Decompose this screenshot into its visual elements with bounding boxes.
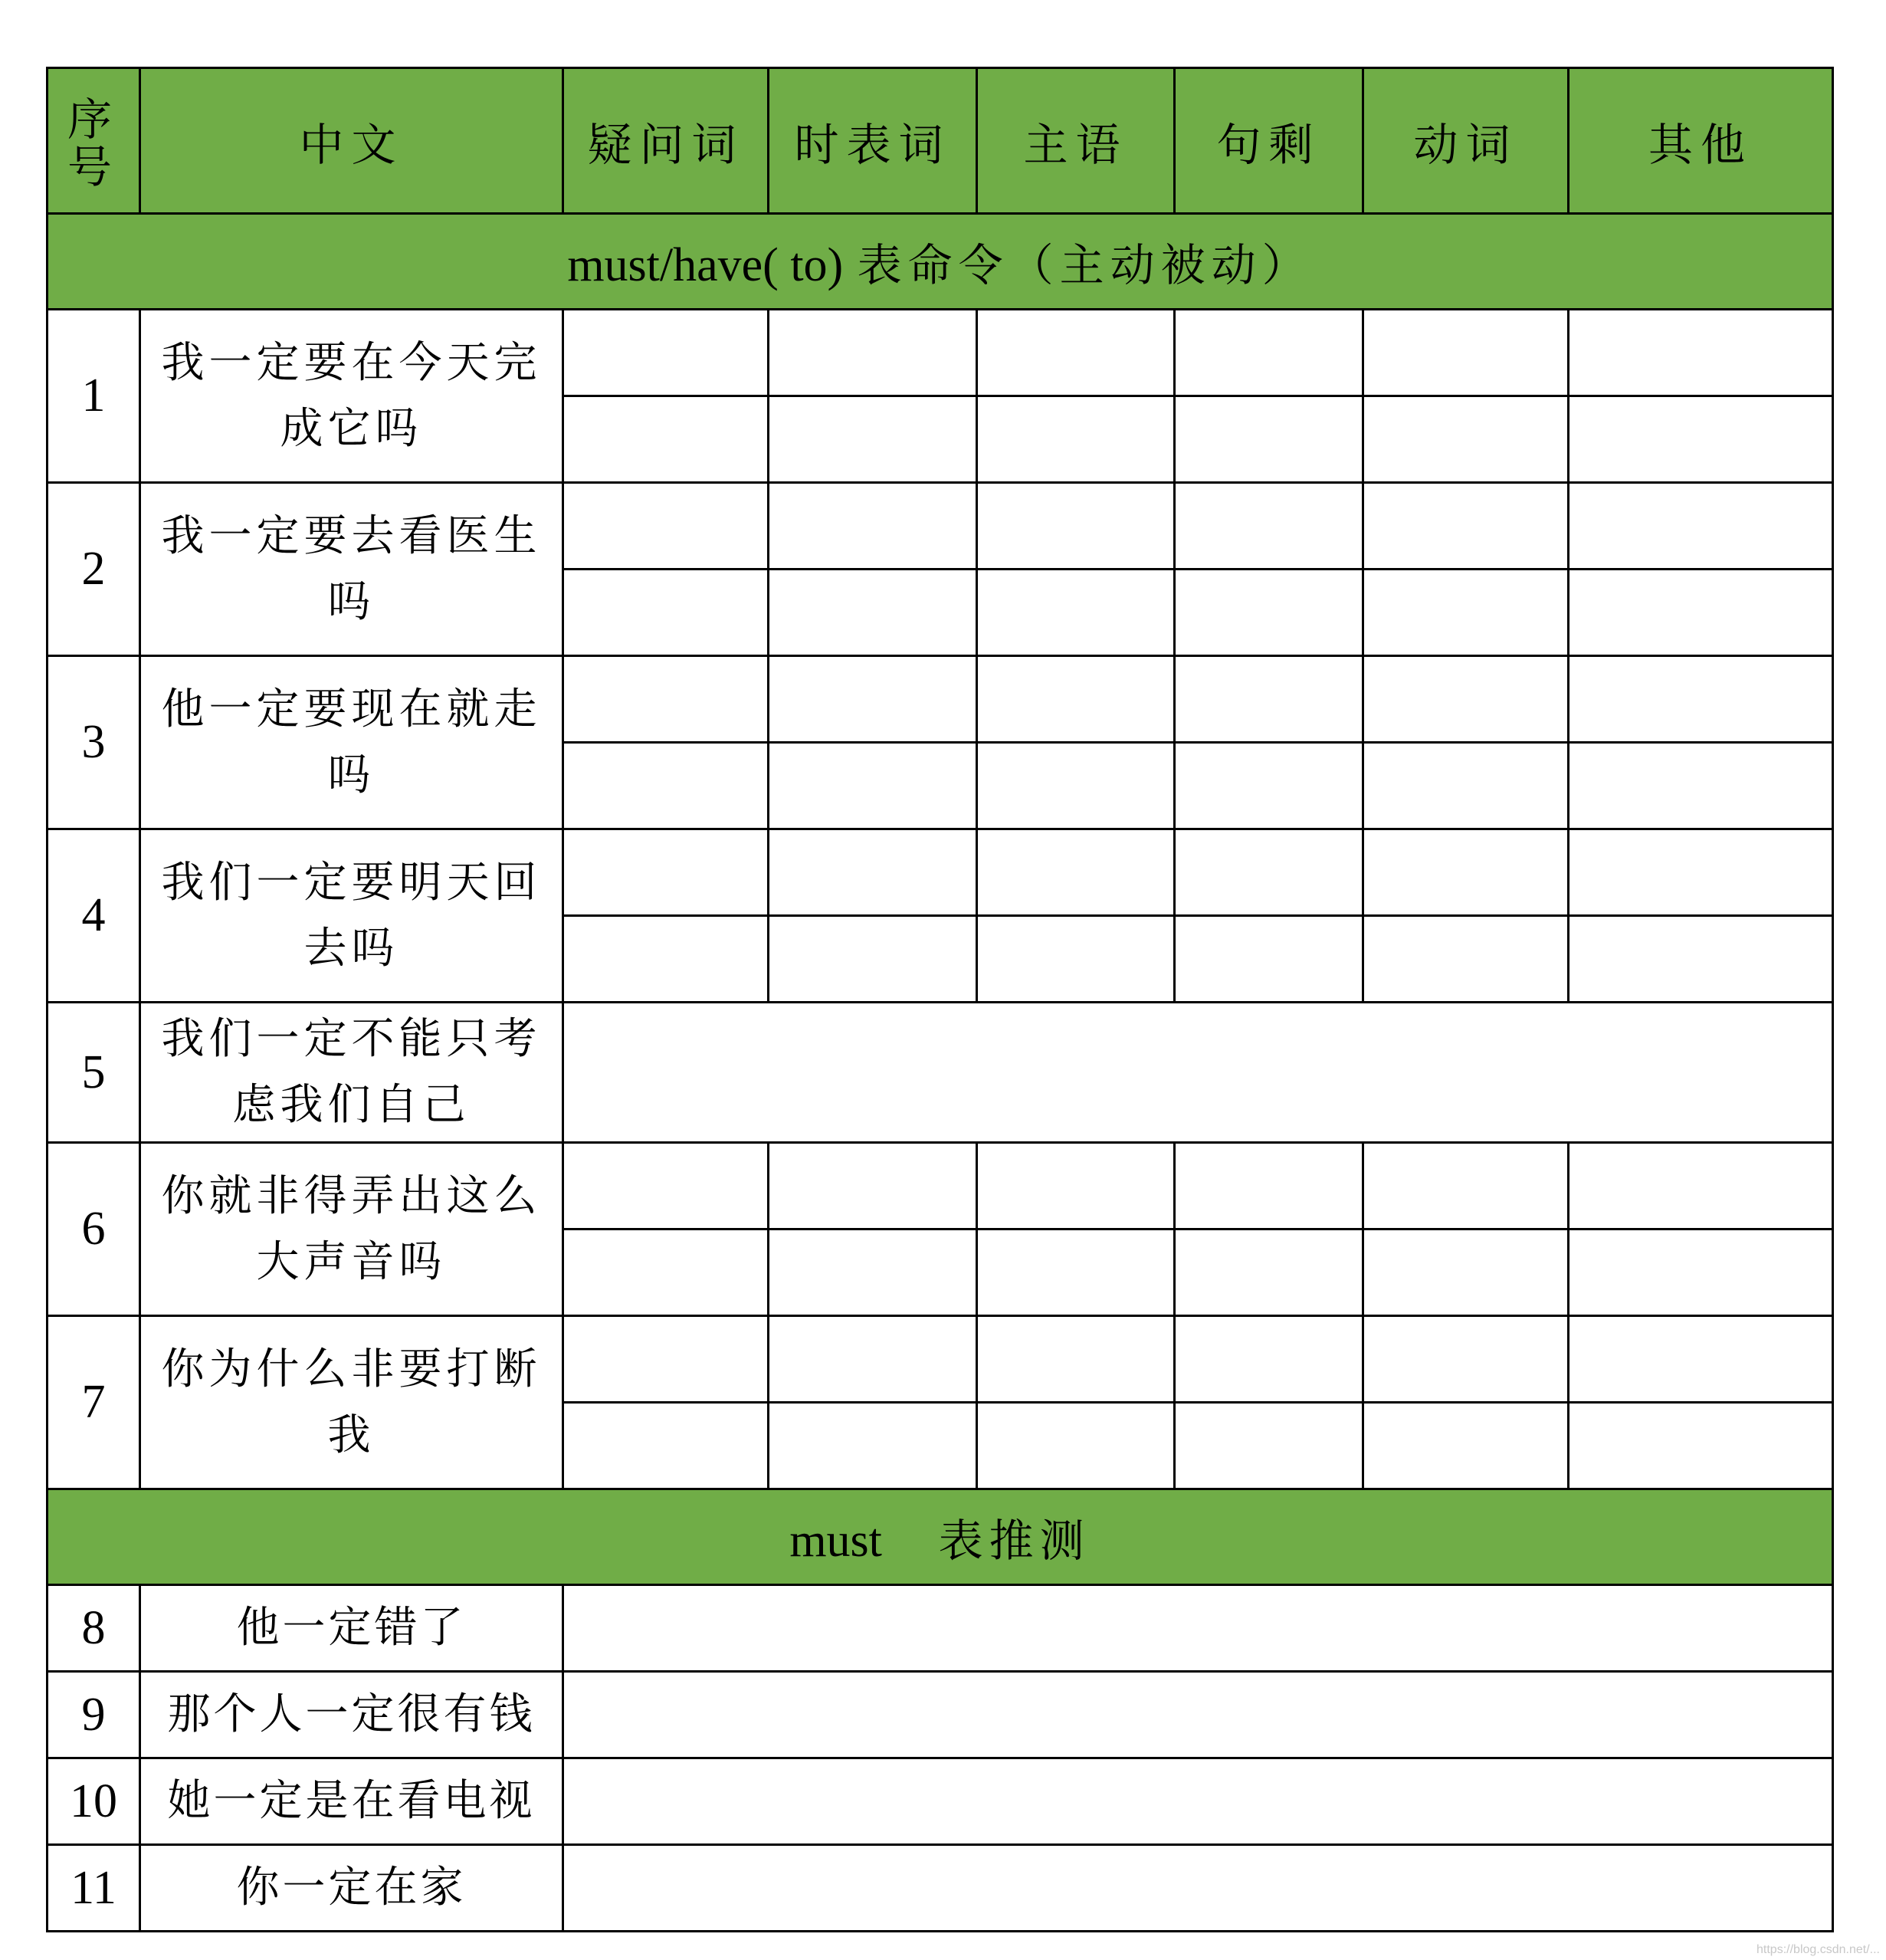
section-title-en: must/have( to) [567, 239, 844, 291]
row-chinese-text: 他一定要现在就走吗 [140, 656, 563, 829]
answer-cell[interactable] [977, 396, 1175, 483]
answer-cell[interactable] [1569, 1230, 1833, 1316]
header-seq: 序号 [48, 68, 140, 214]
table-row [48, 829, 1833, 916]
section-band-row [48, 1489, 1833, 1585]
answer-cell[interactable] [769, 1403, 977, 1489]
answer-cell[interactable] [977, 1316, 1175, 1403]
table-row [48, 656, 1833, 743]
answer-cell[interactable] [563, 483, 769, 570]
section-title-en: must [789, 1515, 882, 1567]
answer-cell[interactable] [1175, 1316, 1363, 1403]
answer-cell[interactable] [977, 916, 1175, 1003]
answer-cell[interactable] [563, 1230, 769, 1316]
answer-cell[interactable] [1569, 1403, 1833, 1489]
table-row [48, 1003, 1833, 1143]
answer-cell[interactable] [769, 916, 977, 1003]
row-chinese-text: 你为什么非要打断我 [140, 1316, 563, 1489]
grammar-table [46, 67, 1834, 1932]
row-number: 11 [48, 1845, 140, 1932]
table-row [48, 1758, 1833, 1845]
row-number: 10 [48, 1758, 140, 1845]
answer-cell[interactable] [1175, 396, 1363, 483]
row-chinese-text: 你就非得弄出这么大声音吗 [140, 1143, 563, 1316]
answer-cell-wide[interactable] [563, 1003, 1833, 1143]
section-title [48, 1489, 1833, 1585]
answer-cell[interactable] [1363, 656, 1569, 743]
answer-cell[interactable] [1569, 656, 1833, 743]
row-chinese-text: 那个人一定很有钱 [140, 1672, 563, 1758]
answer-cell[interactable] [977, 1403, 1175, 1489]
answer-cell[interactable] [1175, 483, 1363, 570]
row-number: 4 [48, 829, 140, 1003]
answer-cell[interactable] [769, 310, 977, 396]
header-question-word: 疑问词 [563, 68, 769, 214]
answer-cell[interactable] [1569, 483, 1833, 570]
answer-cell[interactable] [1175, 829, 1363, 916]
answer-cell[interactable] [977, 1143, 1175, 1230]
answer-cell-wide[interactable] [563, 1758, 1833, 1845]
table-row [48, 1316, 1833, 1403]
answer-cell[interactable] [1363, 1143, 1569, 1230]
header-tense-word: 时表词 [769, 68, 977, 214]
answer-cell[interactable] [1175, 1403, 1363, 1489]
answer-cell[interactable] [1363, 310, 1569, 396]
answer-cell[interactable] [563, 1403, 769, 1489]
answer-cell[interactable] [769, 743, 977, 829]
answer-cell[interactable] [1175, 570, 1363, 656]
answer-cell[interactable] [563, 396, 769, 483]
answer-cell[interactable] [563, 829, 769, 916]
answer-cell[interactable] [1569, 1143, 1833, 1230]
answer-cell[interactable] [977, 310, 1175, 396]
answer-cell[interactable] [769, 1230, 977, 1316]
section-title [48, 214, 1833, 310]
table-row [48, 310, 1833, 396]
answer-cell[interactable] [977, 743, 1175, 829]
answer-cell[interactable] [1363, 743, 1569, 829]
answer-cell[interactable] [769, 483, 977, 570]
row-chinese-text: 我们一定不能只考虑我们自己 [140, 1003, 563, 1143]
row-number: 6 [48, 1143, 140, 1316]
answer-cell[interactable] [1363, 829, 1569, 916]
table-row [48, 483, 1833, 570]
row-number: 7 [48, 1316, 140, 1489]
header-chinese: 中文 [140, 68, 563, 214]
answer-cell[interactable] [1363, 1230, 1569, 1316]
header-verb: 动词 [1363, 68, 1569, 214]
answer-cell[interactable] [1363, 396, 1569, 483]
answer-cell[interactable] [1363, 570, 1569, 656]
answer-cell[interactable] [1363, 916, 1569, 1003]
answer-cell[interactable] [1175, 743, 1363, 829]
answer-cell[interactable] [1175, 916, 1363, 1003]
row-chinese-text: 我们一定要明天回去吗 [140, 829, 563, 1003]
answer-cell-wide[interactable] [563, 1845, 1833, 1932]
answer-cell[interactable] [977, 829, 1175, 916]
header-other: 其他 [1569, 68, 1833, 214]
header-sentence-rest: 句剩 [1175, 68, 1363, 214]
answer-cell-wide[interactable] [563, 1585, 1833, 1672]
answer-cell[interactable] [1175, 656, 1363, 743]
table-row [48, 1143, 1833, 1230]
answer-cell[interactable] [977, 570, 1175, 656]
answer-cell[interactable] [769, 396, 977, 483]
answer-cell[interactable] [1175, 1230, 1363, 1316]
row-number: 8 [48, 1585, 140, 1672]
section-band-row [48, 214, 1833, 310]
table-row [48, 1585, 1833, 1672]
answer-cell[interactable] [563, 656, 769, 743]
answer-cell[interactable] [1569, 916, 1833, 1003]
answer-cell[interactable] [1569, 570, 1833, 656]
answer-cell[interactable] [563, 1143, 769, 1230]
answer-cell[interactable] [1175, 310, 1363, 396]
row-number: 5 [48, 1003, 140, 1143]
answer-cell[interactable] [1363, 483, 1569, 570]
answer-cell[interactable] [769, 656, 977, 743]
answer-cell[interactable] [769, 1316, 977, 1403]
header-subject: 主语 [977, 68, 1175, 214]
answer-cell[interactable] [769, 1143, 977, 1230]
answer-cell[interactable] [977, 656, 1175, 743]
answer-cell[interactable] [1569, 396, 1833, 483]
answer-cell-wide[interactable] [563, 1672, 1833, 1758]
answer-cell[interactable] [1569, 743, 1833, 829]
row-chinese-text: 他一定错了 [140, 1585, 563, 1672]
answer-cell[interactable] [977, 483, 1175, 570]
answer-cell[interactable] [563, 570, 769, 656]
section-title-zh: 表命令（主动被动） [857, 239, 1313, 291]
answer-cell[interactable] [563, 916, 769, 1003]
answer-cell[interactable] [563, 310, 769, 396]
answer-cell[interactable] [563, 743, 769, 829]
row-number: 1 [48, 310, 140, 483]
row-chinese-text: 你一定在家 [140, 1845, 563, 1932]
answer-cell[interactable] [563, 1316, 769, 1403]
row-number: 3 [48, 656, 140, 829]
watermark: https://blog.csdn.net/... [1756, 1943, 1880, 1956]
header-row [48, 68, 1833, 214]
answer-cell[interactable] [977, 1230, 1175, 1316]
answer-cell[interactable] [1569, 829, 1833, 916]
row-chinese-text: 我一定要在今天完成它吗 [140, 310, 563, 483]
row-chinese-text: 我一定要去看医生吗 [140, 483, 563, 656]
answer-cell[interactable] [1363, 1403, 1569, 1489]
answer-cell[interactable] [769, 570, 977, 656]
answer-cell[interactable] [769, 829, 977, 916]
table-row [48, 1845, 1833, 1932]
section-title-zh: 表推测 [938, 1515, 1091, 1567]
row-number: 2 [48, 483, 140, 656]
answer-cell[interactable] [1363, 1316, 1569, 1403]
table-row [48, 1672, 1833, 1758]
answer-cell[interactable] [1175, 1143, 1363, 1230]
answer-cell[interactable] [1569, 310, 1833, 396]
row-number: 9 [48, 1672, 140, 1758]
answer-cell[interactable] [1569, 1316, 1833, 1403]
row-chinese-text: 她一定是在看电视 [140, 1758, 563, 1845]
